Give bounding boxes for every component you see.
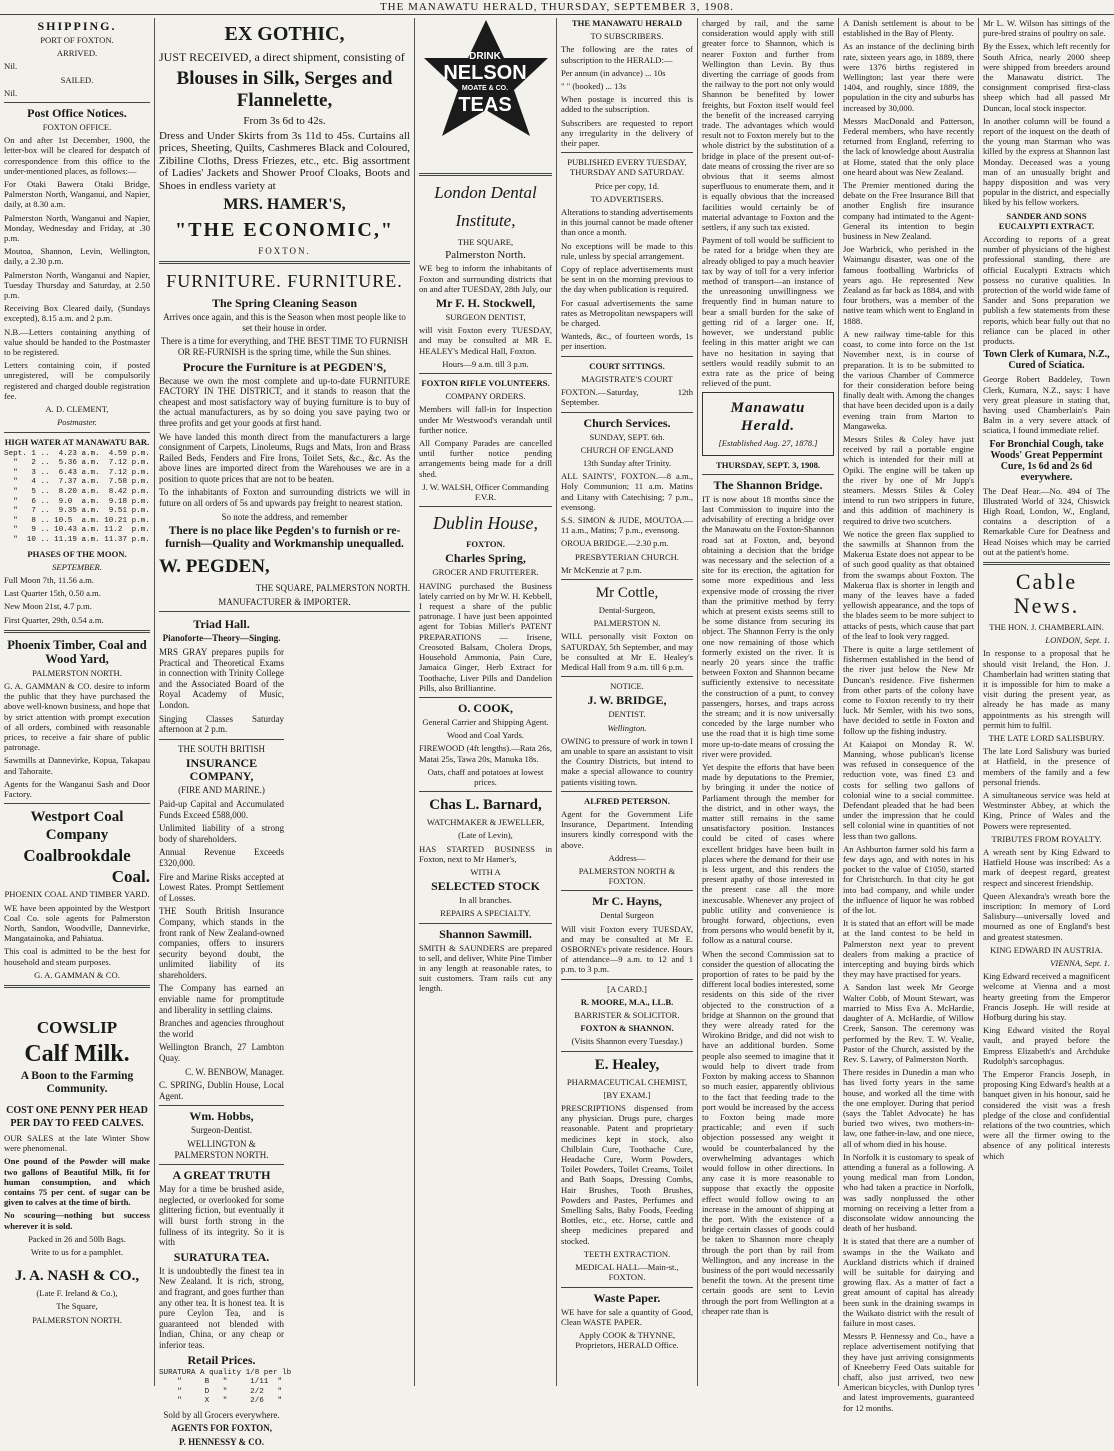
- news-item: At Kaiapoi on Monday R. W. Manning, whose publican's license was refused in consequence of the reduction vote, was fined £3 and costs for selling two gallons of colonial wine to a social committee. Defendant pleaded that he had been under the impression that he could sell colonial wine in quantities of not less than two gallons.: [843, 738, 974, 841]
- sb-text: Paid-up Capital and Accumulated Funds Exceed £588,000.: [159, 798, 284, 820]
- agents-heading: AGENTS FOR FOXTON,: [170, 1423, 273, 1434]
- column-2: [155, 18, 414, 1448]
- economic-heading: "THE ECONOMIC,": [175, 218, 394, 241]
- shannon-bridge-heading: The Shannon Bridge.: [713, 477, 823, 492]
- salisbury-heading: THE LATE LORD SALISBURY.: [988, 732, 1105, 743]
- repairs-text: REPAIRS A SPECIALTY.: [440, 908, 531, 919]
- court-heading: COURT SITTINGS.: [589, 360, 665, 371]
- calf-milk-heading: Calf Milk.: [24, 1040, 130, 1067]
- post-office-text: Moutoa, Shannon, Levin, Wellington, daily, a 2.30 p.m.: [4, 246, 150, 267]
- subs-text: The following are the rates of subscription to the HERALD:—: [561, 44, 693, 65]
- coal-heading: Coal.: [111, 867, 150, 887]
- barnard-text: HAS STARTED BUSINESS in Foxton, next to Mr Hamer's,: [419, 843, 552, 864]
- news-item: King Edward received a magnificent welcome at Vienna and a most hearty greeting from the Emperor Francis Joseph. He will reside at Hofburg during his stay.: [983, 971, 1110, 1023]
- all-branches: In all branches.: [459, 895, 512, 906]
- with-a: WITH A: [470, 866, 501, 877]
- post-office-text: Palmerston North, Wanganui and Napier, Monday, Wednesday and Friday, at .30 p.m.: [4, 212, 150, 244]
- triad-heading: Triad Hall.: [193, 617, 250, 632]
- moon-heading: PHASES OF THE MOON.: [27, 548, 127, 559]
- hennessy-label: P. HENNESSY & CO.: [178, 1437, 265, 1448]
- bridge-location: Wellington.: [607, 722, 647, 733]
- stockwell-text: will visit Foxton every TUESDAY, and may be consulted at MR E. HEALEY's Medical Hall, Foxton.: [419, 325, 552, 356]
- subs-text: Subscribers are requested to report any irregularity in the delivery of their paper.: [561, 117, 693, 149]
- cowslip-text: One pound of the Powder will make two gallons of Beautiful Milk, fit for human consumption, and which contains 75 per cent. of sugar can be given to calves at the time of birth.: [4, 1156, 150, 1208]
- news-item: By the Essex, which left recently for South Africa, nearly 2000 sheep were shipped from breeders around the Manawatu district. The consignment comprised first-class sheep which had all passed Mr Duncan, local stock inspector.: [983, 41, 1110, 113]
- hamers-heading: MRS. HAMER'S,: [223, 195, 346, 213]
- hobbs-title: Surgeon-Dentist.: [190, 1125, 253, 1136]
- column-1: [0, 18, 154, 1386]
- medical-hall: MEDICAL HALL—Main-st., FOXTON.: [575, 1262, 679, 1283]
- post-office-text: N.B.—Letters containing anything of value should be handed to the Postmaster to be registered.: [4, 326, 150, 358]
- subs-text: Per annum (in advance) ... 10s: [561, 67, 666, 78]
- bridge-text: OWING to pressure of work in town I am unable to spare an assistant to visit the Country Districts, but intend to make a special allowance to country patients visiting town.: [561, 735, 693, 787]
- news-item: There is quite a large settlement of fishermen established in the bend of the river just below the New Mr Duncan's residence. Five fishermen from other parts of the colony have come to Foxton recently to try their luck. Mr Semler, with his two sons, have decided to settle in Foxton and follow up the fishing industry.: [843, 643, 974, 736]
- peterson-address: Address—: [608, 852, 646, 863]
- sb-agent: C. SPRING, Dublin House, Local Agent.: [159, 1080, 284, 1101]
- suratura-heading: SURATURA TEA.: [173, 1249, 270, 1264]
- magistrate-label: MAGISTRATE'S COURT: [581, 373, 673, 384]
- column-5: [698, 18, 838, 1386]
- bronchial-heading: For Bronchial Cough, take Woods' Great Peppermint Cure, 1s 6d and 2s 6d everywhere.: [989, 438, 1104, 483]
- cable-dateline: LONDON, Sept. 1.: [1045, 635, 1110, 646]
- chamberlain-heading: THE HON. J. CHAMBERLAIN.: [989, 621, 1104, 632]
- article-text: Payment of toll would be sufficient to be rated for a bridge when they are already obliged to pay a much heavier tax by way of toll for a very inferior method of transport—an instance of the unreasoning unwillingness we frequently find in human nature to bear a small burden for the sake of getting rid of a larger one. If, however, we understand public feeling in this matter aright we can have no hesitation in saying that settlers would readily submit to an extra rate as the price of being relieved of the punt.: [702, 235, 834, 389]
- cowslip-text: No scouring—nothing but success wherever it is sold.: [4, 1210, 150, 1231]
- column-7: [979, 18, 1114, 1386]
- furniture-heading: FURNITURE. FURNITURE.: [166, 271, 403, 292]
- truth-text: May for a time be brushed aside, neglected, or overlooked for some glittering fiction, but eventually it will burst forth strong in the fullness of its integrity. So it is with: [159, 1184, 284, 1248]
- notice-label: NOTICE.: [610, 681, 644, 692]
- cottle-heading: Mr Cottle,: [595, 584, 659, 601]
- pegden-text: So note the address, and remember: [221, 511, 348, 522]
- triad-text: Singing Classes Saturday afternoon at 2 p.m.: [159, 713, 284, 735]
- article-text: When the second Commission sat to consider the question of allocating the proportion of rates to be paid by the different local bodies interested, some residents on this side of the river objected to the construction of a bridge at Shannon on the ground that they were already rated for the Wirokino Bridge, and did not wish to have an additional burden. Some people also seemed to imagine that it would help to divert trade from Foxton by making access to Shannon so much easier, apparently oblivious to the fact that feeding trade to the port would be increased by the access to Foxton being made more practicable; and even if such objection possessed any weight it would be counterbalanced by the overwhelming advantages which would follow in other directions. In any case it is more reasonable to suppose that exactly the opposite effect would follow owing to an increase in the amount of shipping at the port. With the existence of a bridge certain classes of goods could be taken to Shannon more cheaply through the port than by rail from Wellington, and any increase in the business of the port would necessarily benefit the town. At the present time certain goods are sent to Levin through the port from Wellington at a cheaper rate than is: [702, 948, 834, 1316]
- adv-text: Wanteds, &c., of fourteen words, 1s per insertion.: [561, 331, 693, 352]
- sb-fire-marine: (FIRE AND MARINE.): [178, 785, 265, 796]
- coe-label: CHURCH OF ENGLAND: [580, 444, 674, 455]
- sb-insurance: INSURANCE COMPANY,: [185, 756, 258, 784]
- tide-heading: HIGH WATER AT MANAWATU BAR.: [4, 436, 150, 447]
- suratura-text: It is undoubtedly the finest tea in New Zealand. It is rich, strong, and fragrant, and goes further than any other tea. It is honest tea. It is pure Ceylon Tea, and is guaranteed not blended with Indian, China, or any cheap or inferior teas.: [159, 1265, 284, 1350]
- sawmill-text: SMITH & SAUNDERS are prepared to sell, and deliver, White Pine Timber in any length at reasonable rates, to suit customers. Tram rails cut any length.: [419, 942, 552, 994]
- news-item: Joe Warbrick, who perished in the Waimangu disaster, was one of the famous footballing Warbricks of years ago. He represented New Zealand as far back as 1884, and with four brothers, was a member of the native team which went to England in 1888.: [843, 244, 974, 326]
- news-item: The late Lord Salisbury was buried at Hatfield, in the presence of members of the family and a few personal friends.: [983, 746, 1110, 787]
- healey-title: PHARMACEUTICAL CHEMIST,: [566, 1076, 688, 1087]
- healey-text: PRESCRIPTIONS dispensed from any physician. Drugs pure, charges reasonable. Patent and proprietary medicines kept in stock, also Chilblain Cure, Toothache Cure, Headache Cure, Worm Powders, Toilet Powders, Toilet Creams, Toilet and Bath Soaps, Dressing Combs, Hair Brushes, Tooth Brushes, Powders and Pastes, Perfumes and Smelling Salts, Baby Foods, Feeding Bottles, etc., etc. Horse, cattle and sheep medicines prepared and stocked.: [561, 1103, 693, 1246]
- church-heading: Church Services.: [583, 415, 671, 430]
- healey-heading: E. Healey,: [594, 1056, 660, 1073]
- news-item: A new railway time-table for this coast, to come into force on the 1st November next, is in course of preparation. It is to be submitted to the various Chamber of Commerce for their consideration before being finally dealt with. Among the changes that have been decided upon is a daily evening train from Marton to Mangaweka.: [843, 328, 975, 431]
- port-label: PORT OF FOXTON.: [40, 35, 114, 45]
- moore-text: (Visits Shannon every Tuesday.): [571, 1036, 683, 1047]
- retail-heading: Retail Prices.: [187, 1352, 256, 1367]
- news-item: We notice the green flax supplied to the sawmills at Shannon from the Makerua Estate does not appear to be of such good quality as that obtained from the swamps about Foxton. The Makerua flax is shorter in length and many of the leaves have a faded yellowish appearance, and the tops of the blades seem to be more subject to attacks of pests, which cause that part of the leaf to look very ragged.: [843, 528, 974, 641]
- rifle-text: All Company Parades are cancelled until further notice pending arrangements being made for a drill shed.: [419, 438, 552, 479]
- news-item: In response to a proposal that he should visit Ireland, the Hon. J. Chamberlain had written stating that it is impossible for him to make a visit during the present year, as already he has made as many appointments as his strength will permit him to fulfil.: [983, 648, 1110, 730]
- town-clerk-heading: Town Clerk of Kumara, N.Z., Cured of Sciatica.: [983, 349, 1110, 372]
- waste-text: WE have for sale a quantity of Good, Clean WASTE PAPER.: [561, 1306, 693, 1327]
- postmaster-name: A. D. CLEMENT,: [45, 404, 109, 415]
- moon-row: Last Quarter 15th, 0.50 a.m.: [4, 588, 101, 599]
- grocers-text: Sold by all Grocers everywhere.: [163, 1409, 280, 1420]
- hayns-text: Will visit Foxton every TUESDAY, and may be consulted at Mr E. OSBORNE's private residence. Hours of attendance—9 a.m. to 12 and 1 p.m. to 3 p.m.: [561, 923, 693, 975]
- wood-label: Wood and Coal Yards.: [447, 730, 524, 741]
- firewood-text: FIREWOOD (4ft lengths).—Rata 26s, Matai 25s, Tawa 20s, Manuka 18s.: [419, 743, 552, 764]
- church-text: OROUA BRIDGE.—2.30 p.m.: [561, 538, 669, 549]
- hours-text: Hours—9 a.m. till 3 p.m.: [442, 358, 529, 369]
- ex-gothic-heading: EX GOTHIC,: [224, 23, 345, 45]
- stockwell-name: Mr F. H. Stockwell,: [435, 296, 536, 311]
- nash-address: The Square,: [56, 1301, 98, 1312]
- cook-title: General Carrier and Shipping Agent.: [422, 716, 549, 727]
- sb-text: Fire and Marine Risks accepted at Lowest Rates. Prompt Settlement of Losses.: [159, 871, 284, 903]
- to-advertisers: TO ADVERTISERS.: [590, 193, 664, 204]
- news-item: Messrs Stiles & Coley have just received by rail a portable engine which is intended for their mill at Opiki. The engine will be taken up the river by one of Mr Jupp's steamers. Messrs Stiles & Coley intend to run two strippers in future, and this addition of machinery is required to drive two scutchers.: [843, 433, 974, 526]
- article-text: charged by rail, and the same consideration would apply with still greater force to Shannon, which is nearer Foxton and further from Wellington than Levin. By thus diverting the carriage of goods from the railway to the port not only would Shannon be benefited by lower freights, but Foxton itself would feel the benefit of the increased carrying trade. The advantages which would result not to Foxton merely but to the whole district by the substitution of a bridge in place of the present out-of-date means of crossing the river are so obvious that it seems almost superfluous to enumerate them, and it is equally obvious that the increased facilities would certainly be of material advantage to Foxton and the settlers, if any such tax existed.: [702, 18, 834, 233]
- procure-heading: Procure the Furniture is at PEGDEN'S,: [182, 359, 387, 374]
- sb-text: Unlimited liability of a strong body of shareholders.: [159, 823, 284, 844]
- moon-row: New Moon 21st, 4.7 p.m.: [4, 601, 92, 612]
- adv-text: Copy of replace advertisements must be sent in on the morning previous to the day when publication is required.: [561, 264, 693, 295]
- cowslip-heading: COWSLIP: [36, 1017, 118, 1037]
- subs-text: When postage is incurred this is added to the subscription.: [561, 94, 693, 115]
- court-text: FOXTON.—Saturday, 12th September.: [561, 387, 693, 408]
- news-item: King Edward visited the Royal vault, and prayed before the Empress Elizabeth's and Archduke Rudolph's sarcophagus.: [983, 1025, 1110, 1066]
- article-text: IT is now about 18 months since the last Commission to inquire into the advisability of erecting a bridge over the Manawatu on the Foxton-Shannon road sat at Foxton, and, beyond obtaining a decision that the bridge was necessary and the selection of a site for its erection, the agitation for some more expeditious and less expensive mode of crossing the river than the primitive method by ferry which at present exists seems still to be some distance from securing its object. The Shannon Ferry is the only one now remaining of those which formerly existed on the river. It is nearly 20 years since the traffic between Foxton and Shannon became sufficiently extensive to necessitate the construction of a punt, to convey passengers, horses, and traps across the stream; and it is now universally conceded by the large number who use the road that it is high time some more up-to-date means of crossing the river were provided.: [702, 493, 834, 759]
- arrived-label: ARRIVED.: [56, 48, 98, 59]
- news-item: A simultaneous service was held at Westminster Abbey, at which the King, Prince of Wales and the Powers were represented.: [983, 789, 1110, 831]
- westport-signature: G. A. GAMMAN & CO.: [34, 969, 120, 980]
- tributes-heading: TRIBUTES FROM ROYALTY.: [991, 833, 1102, 844]
- bridge-title: DENTIST.: [608, 709, 646, 720]
- selected-stock: SELECTED STOCK: [431, 879, 540, 894]
- triad-text: MRS GRAY prepares pupils for Practical and Theoretical Exams in connection with Trinity College and the Associated Board of the Royal Academy of Music, London.: [159, 647, 284, 710]
- hayns-title: Dental Surgeon: [600, 910, 654, 921]
- oats-text: Oats, chaff and potatoes at lowest prices.: [427, 766, 544, 787]
- presby-label: PRESBYTERIAN CHURCH.: [574, 551, 680, 562]
- cook-heading: O. COOK,: [457, 700, 513, 715]
- tide-table: Sept. 1 .. 4.23 a.m. 4.59 p.m. " 2 .. 5.36 a.m. 7.12 p.m. " 3 .. 6.43 a.m. 7.12 p.m. " 4 .. 7.37 a.m. 7.58 p.m. " 5 .. 8.20 a.m. 8.42 p.m. " 6 .. 9.0 a.m. 9.18 p.m. " 7 .. 9.35 a.m. 9.51 p.m. " 8 .. 10.5 a.m. 10.21 p.m. " 9 .. 10.43 a.m. 11.2 p.m. " 10 .. 11.19 a.m. 11.37 p.m.: [4, 449, 150, 545]
- waste-heading: Waste Paper.: [593, 1290, 661, 1305]
- phoenix-text: Agents for the Wanganui Sash and Door Factory.: [4, 778, 150, 800]
- sailed-label: SAILED.: [60, 74, 94, 85]
- adv-text: No exceptions will be made to this rule, unless by special arrangement.: [561, 240, 693, 261]
- london-dental-heading: London Dental: [434, 183, 537, 202]
- company-orders: COMPANY ORDERS.: [445, 391, 526, 402]
- cottle-location: PALMERSTON N.: [593, 618, 661, 629]
- news-item: As an instance of the declining birth rate, sixteen years ago, in 1889, there were 1376 births registered in Wellington; last year there were 1404, and roughly, since 1889, the population in the city and suburbs has increased by 30,000.: [843, 41, 974, 113]
- ex-gothic-intro: JUST RECEIVED, a direct shipment, consisting of: [159, 50, 405, 64]
- sailed-nil: Nil.: [4, 87, 18, 98]
- post-office-text: Palmerston North, Wanganui and Napier, Tuesday Thursday and Saturday, at 2.50 p.m.: [4, 269, 150, 301]
- news-item: A Danish settlement is about to be established in the Bay of Plenty.: [843, 18, 974, 39]
- triad-sub: Pianoforte—Theory—Singing.: [162, 633, 281, 644]
- cowslip-text: Write to us for a pamphlet.: [30, 1246, 124, 1257]
- arrived-nil: Nil.: [4, 61, 18, 72]
- issue-date: THURSDAY, SEPT. 3, 1908.: [715, 459, 821, 470]
- moore-heading: R. MOORE, M.A., LL.B.: [580, 996, 674, 1007]
- peterson-location: PALMERSTON NORTH & FOXTON.: [578, 866, 676, 887]
- moore-title: BARRISTER & SOLICITOR.: [574, 1010, 680, 1021]
- sb-text: THE South British Insurance Company, which stands in the front rank of New Zealand-owned companies, offers to insurers security beyond doubt, the unlimited liability of its shareholders.: [159, 906, 284, 980]
- trinity-label: 13th Sunday after Trinity.: [582, 457, 672, 468]
- sb-heading: THE SOUTH BRITISH: [178, 743, 265, 754]
- news-item: The Deaf Hear.—No. 494 of The Illustrated World of 324, Chiswick High Road, London, W., England, contains a description of a Remarkable Cure for Deafness and Head Noises which may be carried out at the patient's home.: [983, 485, 1110, 557]
- blouses-heading: Blouses in Silk, Serges and Flannelette,: [176, 68, 393, 111]
- sb-text: Branches and agencies throughout the world: [159, 1018, 284, 1039]
- news-item: In Norfolk it is customary to speak of attending a funeral as a following. A young medical man from London, who had taken a practice in Norfolk, was sadly nonplussed the other morning on receiving a letter from a disconsolate widow announcing the death of her husband.: [843, 1151, 974, 1234]
- to-subscribers: TO SUBSCRIBERS.: [590, 31, 664, 42]
- postmaster-title: Postmaster.: [57, 417, 97, 428]
- peterson-text: Agent for the Government Life Insurance, Department. Intending insurers kindly correspond with the above.: [561, 808, 693, 850]
- news-item: It is stated that an effort will be made at the land contest to be held in Palmerston next year to prevent dealers from making a practice of intercepting and buying birds which they may have practised for years.: [843, 918, 974, 980]
- barnard-late: (Late of Levin),: [458, 830, 513, 841]
- dress-text: Dress and Under Skirts from 3s 11d to 45s. Curtains all prices, Sheeting, Quilts, Cashmeres Black and Coloured, Zibiline Cloths, Dress Friezes, etc., etc. Big assortment of Ladies' Jackets and Shower Proof Cloaks, Boots and Shoes in endless variety at: [159, 129, 410, 192]
- square-label: THE SQUARE,: [457, 237, 514, 247]
- healey-exam: [BY EXAM.]: [603, 1089, 651, 1100]
- shipping-heading: SHIPPING.: [37, 19, 117, 33]
- adv-text: For casual advertisements the same rates as Metropolitan newspapers will be charged.: [561, 297, 693, 329]
- cottle-title: Dental-Surgeon,: [598, 604, 656, 615]
- price-text: Price per copy, 1d.: [594, 180, 660, 191]
- news-item: In another column will be found a report of the inquest on the death of the young man Starman who was killed by the express at Shannon last Monday. Deceased was a young man of an unusually bright and happy disposition and was very popular in the district, and especially liked by his fellow workers.: [983, 115, 1110, 208]
- news-item: It is stated that there are a number of swamps in the the Waikato and Auckland districts which if drained will be suitable for dairying and growing flax. As a matter of fact a great amount of capital has already been sunk in the draining swamps in the Waikato district with the result of failure in most cases.: [843, 1236, 974, 1328]
- grocer-label: GROCER AND FRUITERER.: [432, 567, 539, 578]
- phoenix-coal: PHOENIX COAL AND TIMBER YARD.: [4, 889, 150, 900]
- institute-heading: Institute,: [455, 211, 516, 230]
- cable-dateline: VIENNA, Sept. 1.: [1050, 958, 1110, 969]
- news-item: There resides in Dunedin a man who has lived forty years in the same house, and worked all the time with the one employer. During that period (says the Tablet Advocate) he has buried two wives, two mothers-in-law, one father-in-law, and one niece, all of whom died in his house.: [843, 1067, 974, 1149]
- no-place-heading: There is no place like Pegden's to furnish or re-furnish—Quality and Workmanship unequalled.: [165, 525, 404, 551]
- church-text: S.S. SIMON & JUDE, MOUTOA.—11 a.m., Matins; 7 p.m., evensong.: [561, 514, 693, 536]
- barnard-title: WATCHMAKER & JEWELLER,: [426, 817, 545, 828]
- nash-late: (Late F. Ireland & Co.),: [36, 1288, 118, 1299]
- rifle-text: Members will fall-in for Inspection under Mr Westwood's verandah until further notice.: [419, 404, 552, 435]
- dublin-town: FOXTON.: [466, 539, 505, 550]
- moon-row: Full Moon 7th, 11.56 a.m.: [4, 575, 94, 586]
- rifle-signature: J. W. WALSH, Officer Commanding F.V.R.: [422, 481, 549, 503]
- dublin-heading: Dublin House,: [433, 513, 538, 534]
- great-truth-heading: A GREAT TRUTH: [172, 1168, 271, 1183]
- news-item: Mr L. W. Wilson has sittings of the pure-bred strains of poultry on sale.: [983, 18, 1110, 39]
- westport-heading: Westport Coal Company: [30, 809, 124, 844]
- post-office-text: Receiving Box Cleared daily, (Sundays excepted), 8.15 a.m. and 2 p.m.: [4, 303, 150, 324]
- post-office-heading: Post Office Notices.: [27, 106, 127, 121]
- news-item: Messrs MacDonald and Patterson, Federal members, who have recently returned from England, referring to the lack of knowledge about Australia at Home, stated that the only place one heard about was New Zealand.: [843, 115, 974, 177]
- moon-row: First Quarter, 29th, 0.54 a.m.: [4, 614, 104, 625]
- phoenix-heading: Phoenix Timber, Coal and Wood Yard,: [7, 637, 147, 666]
- news-item: Messrs P. Hennessy and Co., have a replace advertisement notifying that they have just arriving consignments of Kneeberry Feed Oats suitable for chaff, also just arrived, two new American bicycles, with Dunlop tyres and latest improvements, guaranteed for 12 months.: [843, 1331, 974, 1413]
- post-office-sub: FOXTON OFFICE.: [42, 122, 112, 133]
- adv-text: Alterations to standing advertisements in this journal cannot be made oftener than once a month.: [561, 207, 693, 238]
- herald-title: THE MANAWATU HERALD: [571, 18, 683, 28]
- herald-nameplate: Manawatu Herald. [Established Aug. 27, 1878.]: [702, 392, 834, 455]
- news-item: According to reports of a great number of physicians of the highest professional standing, there are official Eucalypti Extracts which possess no curative qualities. In protection of the world wide fame of Sander and Sons preparation we publish a few statements from these reports, which bear fully out that no reliance can be placed in other products.: [983, 234, 1110, 347]
- sb-text: Annual Revenue Exceeds £320,000.: [159, 847, 284, 868]
- shannon-sawmill-heading: Shannon Sawmill.: [439, 926, 532, 941]
- cable-news-heading: Cable News.: [1013, 568, 1080, 618]
- pegden-address: THE SQUARE, PALMERSTON NORTH.: [255, 583, 410, 594]
- bridge-heading: J. W. BRIDGE,: [587, 693, 667, 708]
- sb-manager: C. W. BENBOW, Manager.: [185, 1066, 284, 1077]
- westport-text: This coal is admitted to be the best for household and steam purposes.: [4, 946, 150, 967]
- post-office-text: For Otaki Bawera Otaki Bridge, Palmerston North, Wanganui, and Napier, daily, at 8.30 a.m.: [4, 179, 150, 210]
- moon-month: SEPTEMBER.: [52, 561, 102, 572]
- hobbs-location: WELLINGTON & PALMERSTON NORTH.: [174, 1139, 269, 1160]
- pegden-trade: MANUFACTURER & IMPORTER.: [218, 596, 351, 607]
- sb-text: The Company has earned an enviable name for promptitude and liberality in settling claims.: [159, 983, 284, 1015]
- news-item: A Sandon last week Mr George Walter Cobb, of Mount Stewart, was married to Miss Eva A. McHardie, daughter of A. McHardie, of Willow Creek, Sanson. The ceremony was performed by the Rev. T. W. Vealie, Pastor of the Church, assisted by the Rev. S. Lawry, of Palmerston North.: [843, 982, 974, 1064]
- waste-signature: Apply COOK & THYNNE, Proprietors, HERALD Office.: [575, 1329, 679, 1351]
- card-label: [A CARD.]: [607, 983, 647, 994]
- spring-text: HAVING purchased the Business lately carried on by Mr W. H. Kebbell, I request a share of the public patronage. I have just been appointed agent for Tobias Miller's PATENT PREPARATIONS — Irisene, Creosoted Balsam, Cholera Drops, Household Ammonia, Pain Cure, Jamaica Ginger, Herb Extract for Toothache, Liver Pills and Dandelion Pills, also Brilliantine.: [419, 580, 552, 693]
- spring-name: Charles Spring,: [445, 551, 526, 566]
- subs-text: " " (booked) ... 13s: [561, 81, 627, 92]
- news-item: A wreath sent by King Edward to Hatfield House was inscribed: As a mark of deepest regard, greatest respect and sincerest friendship.: [983, 847, 1110, 888]
- column-4: [557, 18, 697, 1386]
- cowslip-text: Packed in 26 and 50lb Bags.: [28, 1233, 126, 1244]
- moore-location: FOXTON & SHANNON.: [580, 1023, 674, 1034]
- phoenix-location: PALMERSTON NORTH.: [32, 667, 122, 678]
- blouse-price: From 3s 6d to 42s.: [243, 115, 326, 127]
- news-item: George Robert Baddeley, Town Clerk, Kumara, N.Z., says: I have very great pleasure in stating that, having used Chamberlain's Pain Balm in a very severe attack of sciatica, I found immediate relief.: [983, 374, 1110, 436]
- phoenix-text: Sawmills at Dannevirke, Kopua, Takapau and Tahoraite.: [4, 755, 150, 776]
- pegden-text: To the inhabitants of Foxton and surrounding districts we will in future on all orders of 5s and upwards pay freight to nearest station.: [159, 487, 410, 509]
- masthead: THE MANAWATU HERALD, THURSDAY, SEPTEMBER 3, 1908.: [0, 0, 1114, 15]
- news-item: Queen Alexandra's wreath bore the inscription: In memory of Lord Salisbury—universally loved and mourned as one of England's best and greatest statesmen.: [983, 890, 1110, 942]
- news-item: The Emperor Francis Joseph, in proposing King Edward's health at a banquet given in his honour, said he considered the visit was a fresh pledge of the close and confidential relations of the two countries, which were all the firmer owing to the absence of any political interests which: [983, 1069, 1110, 1161]
- cottle-text: WILL personally visit Foxton on SATURDAY, 5th September, and may be consulted at Mr E. Healey's Medical Hall from 9 a.m. till 6 p.m.: [561, 631, 693, 672]
- london-dental-text: WE beg to inform the inhabitants of Foxton and surrounding districts that on and after TUESDAY, 28th July, our: [419, 263, 552, 294]
- cost-text: COST ONE PENNY PER HEAD PER DAY TO FEED CALVES.: [6, 1104, 148, 1129]
- hayns-heading: Mr C. Hayns,: [592, 894, 662, 909]
- palmerston-label: Palmerston North.: [445, 249, 526, 262]
- published-text: PUBLISHED EVERY TUESDAY, THURSDAY AND SATURDAY.: [567, 157, 687, 178]
- column-6: [839, 18, 978, 1413]
- spring-text: Arrives once again, and this is the Season when most people like to set their house in order.: [163, 312, 406, 333]
- sb-text: Wellington Branch, 27 Lambton Quay.: [159, 1042, 284, 1064]
- church-text: ALL SAINTS', FOXTON.—8 a.m., Holy Communion; 11 a.m. Matins and Litany with Catechising; 7 p.m., evensong.: [561, 471, 693, 512]
- phoenix-text: G. A. GAMMAN & CO. desire to inform the public that they have purchased the above well-known business, and hope that by strict attention with prompt execution of all orders, combined with reasonable prices, to receive a fair share of public patronage.: [4, 681, 150, 753]
- post-office-text: Letters containing coin, if posted unregistered, will be compulsorily registered and charged double registration fee.: [4, 360, 150, 401]
- teeth-label: TEETH EXTRACTION.: [583, 1248, 671, 1259]
- westport-text: WE have been appointed by the Westport Coal Co. sole agents for Palmerston North, Sandon, Woodville, Dannevirke, Mangatainoka, and Pahiatua.: [4, 902, 150, 944]
- austria-heading: KING EDWARD IN AUSTRIA.: [990, 944, 1103, 955]
- boon-heading: A Boon to the Farming Community.: [20, 1069, 134, 1095]
- foxton-label: FOXTON.: [258, 245, 311, 256]
- retail-table: SURATURA A quality 1/8 per lb " B " 1/11 " " D " 2/2 " " X " 2/6 ": [159, 1368, 292, 1406]
- hobbs-heading: Wm. Hobbs,: [189, 1109, 254, 1124]
- presby-text: Mr McKenzie at 7 p.m.: [561, 564, 642, 575]
- news-item: The Premier mentioned during the debate on the Free Insurance Bill that another English fire insurance company had intimated to the Agent-General its intention to begin business in New Zealand.: [843, 180, 974, 242]
- article-text: Yet despite the efforts that have been made by deputations to the Premier, by bringing it under the notice of Parliament through the member for the district, and in other ways, the matter still remains in the same unsatisfactory position. Instances could be cited of cases where excellent bridges have been built in places where the demand for their use is less urgent, and this renders the present apathy of those interested in the present case all the more inexcusable. Whenever any project of public utility and convenience is brought forward, objections, even from persons who would benefit by it, follow as a natural course.: [702, 762, 834, 946]
- barnard-heading: Chas L. Barnard,: [429, 797, 542, 814]
- spring-text: There is a time for everything, and THE BEST TIME TO FURNISH OR RE-FURNISH is the spring time, while the Sun shines.: [160, 336, 409, 357]
- spring-heading: The Spring Cleaning Season: [211, 296, 358, 311]
- cowslip-text: OUR SALES at the late Winter Show were phenomenal.: [4, 1132, 150, 1154]
- nash-town: PALMERSTON NORTH.: [32, 1314, 122, 1325]
- stockwell-title: SURGEON DENTIST,: [445, 312, 526, 323]
- church-date: SUNDAY, SEPT. 6th.: [589, 431, 665, 442]
- news-item: An Ashburton farmer sold his farm a few days ago, and with notes in his pocket to the value of £1050, started for Christchurch. In that city he got into bad company, and while under the influence of liquor he was robbed of the lot.: [843, 843, 974, 916]
- peterson-heading: ALFRED PETERSON.: [584, 795, 670, 806]
- pegden-text: We have landed this month direct from the manufacturers a large consignment of Carpets, Linoleums, Rugs and Mats, Iron and Brass Railed Beds, Fenders and Fire Irons, Toilet Sets, &c., &c. As the above lines are imported direct from the Warehouses we are in a position to quote prices that are not to be beaten.: [159, 431, 410, 484]
- sanders-heading: SANDER AND SONS EUCALYPTI EXTRACT.: [998, 210, 1095, 231]
- rifle-heading: FOXTON RIFLE VOLUNTEERS.: [421, 378, 550, 389]
- pegden-name: W. PEGDEN,: [159, 556, 270, 578]
- nelson-teas-ad: DRINK NELSON MOATE & CO. TEAS: [419, 18, 552, 168]
- nash-heading: J. A. NASH & CO.,: [14, 1268, 140, 1285]
- pegden-text: Because we own the most complete and up-to-date FURNITURE FACTORY IN THE DISTRICT, and it stands to reason that the cheapest and most satisfactory way of buying furniture is to buy of the actual manufacturers, as by so doing you save paying two or three profits and get your goods at first hand.: [159, 375, 410, 428]
- post-office-text: On and after 1st December, 1900, the letter-box will be cleared for despatch of correspondence from this office to the under-mentioned places, as follows:—: [4, 135, 150, 176]
- column-3: [415, 18, 556, 1386]
- coalbrookdale-heading: Coalbrookdale: [23, 846, 131, 866]
